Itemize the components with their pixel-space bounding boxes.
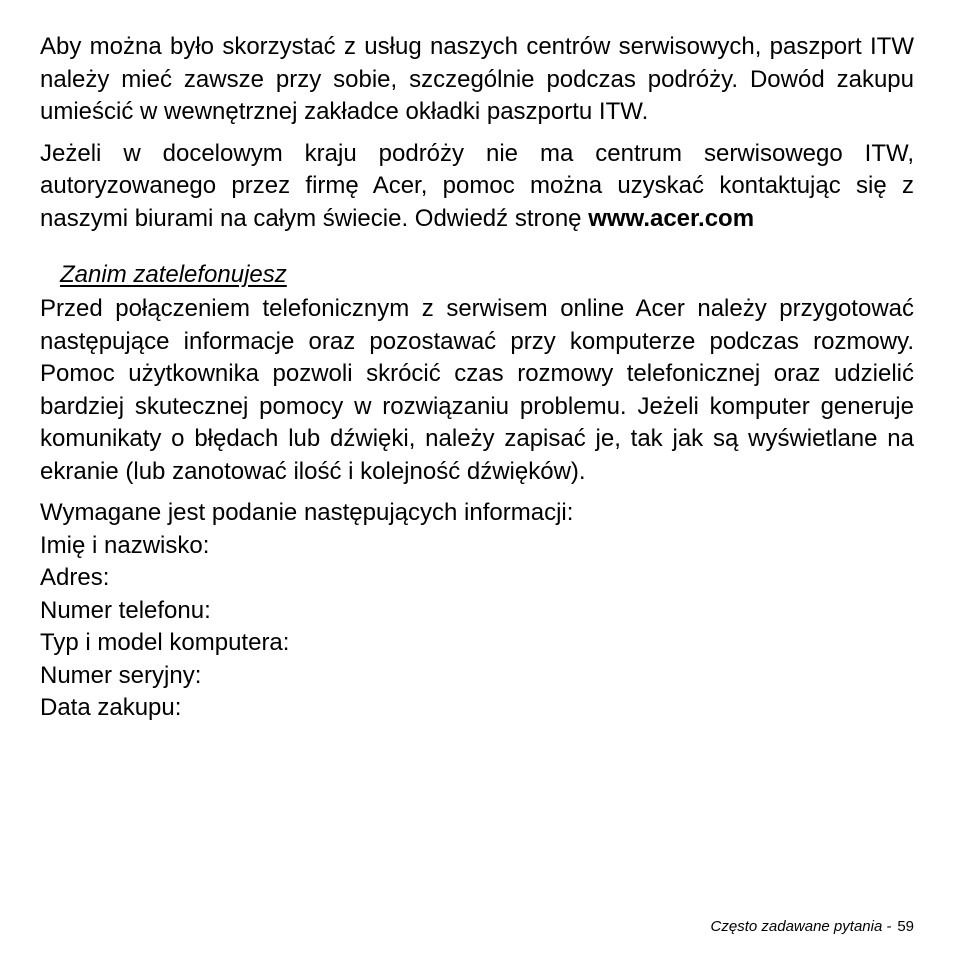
field-purchase-date: Data zakupu: bbox=[40, 694, 182, 721]
field-phone: Numer telefonu: bbox=[40, 596, 211, 624]
required-info-list bbox=[40, 530, 914, 725]
paragraph-service-centers bbox=[40, 138, 914, 236]
field-serial-number: Numer seryjny: bbox=[40, 661, 202, 689]
paragraph-service-centers-text: Jeżeli w docelowym kraju podróży nie ma centrum serwisowego ITW, autoryzowanego przez firmę Acer, pomoc można uzyskać kontaktując się z naszymi biurami na całym świecie. Odwiedź stronę bbox=[40, 139, 914, 232]
section-heading: Zanim zatelefonujesz bbox=[60, 261, 287, 288]
paragraph-before-calling: Przed połączeniem telefonicznym z serwisem online Acer należy przygotować następujące informacje oraz pozostawać przy komputerze podczas rozmowy. Pomoc użytkownika pozwoli skrócić czas rozmowy telefonicznej oraz udzielić bardziej skutecznej pomocy w rozwiązaniu problemu. Jeżeli komputer generuje komunikaty o błędach lub dźwięki, należy zapisać je, tak jak są wyświetlane na ekranie (lub zanotować ilość i kolejność dźwięków). bbox=[40, 295, 914, 485]
page-footer bbox=[711, 917, 914, 937]
acer-website-link[interactable]: www.acer.com bbox=[588, 204, 755, 232]
footer-page-number: 59 bbox=[897, 918, 914, 935]
field-address: Adres: bbox=[40, 564, 110, 591]
required-info-intro: Wymagane jest podanie następujących informacji: bbox=[40, 499, 574, 526]
paragraph-itw-passport: Aby można było skorzystać z usług naszych centrów serwisowych, paszport ITW należy mieć zawsze przy sobie, szczególnie podczas podróży. Dowód zakupu umieścić w wewnętrznej zakładce okładki paszportu ITW. bbox=[40, 33, 914, 125]
section-heading-wrap bbox=[40, 259, 914, 291]
field-computer-model: Typ i model komputera: bbox=[40, 629, 290, 656]
footer-separator: - bbox=[886, 918, 892, 935]
field-name: Imię i nazwisko: bbox=[40, 531, 210, 559]
footer-section-name: Często zadawane pytania bbox=[710, 918, 883, 935]
page-content bbox=[40, 31, 914, 725]
